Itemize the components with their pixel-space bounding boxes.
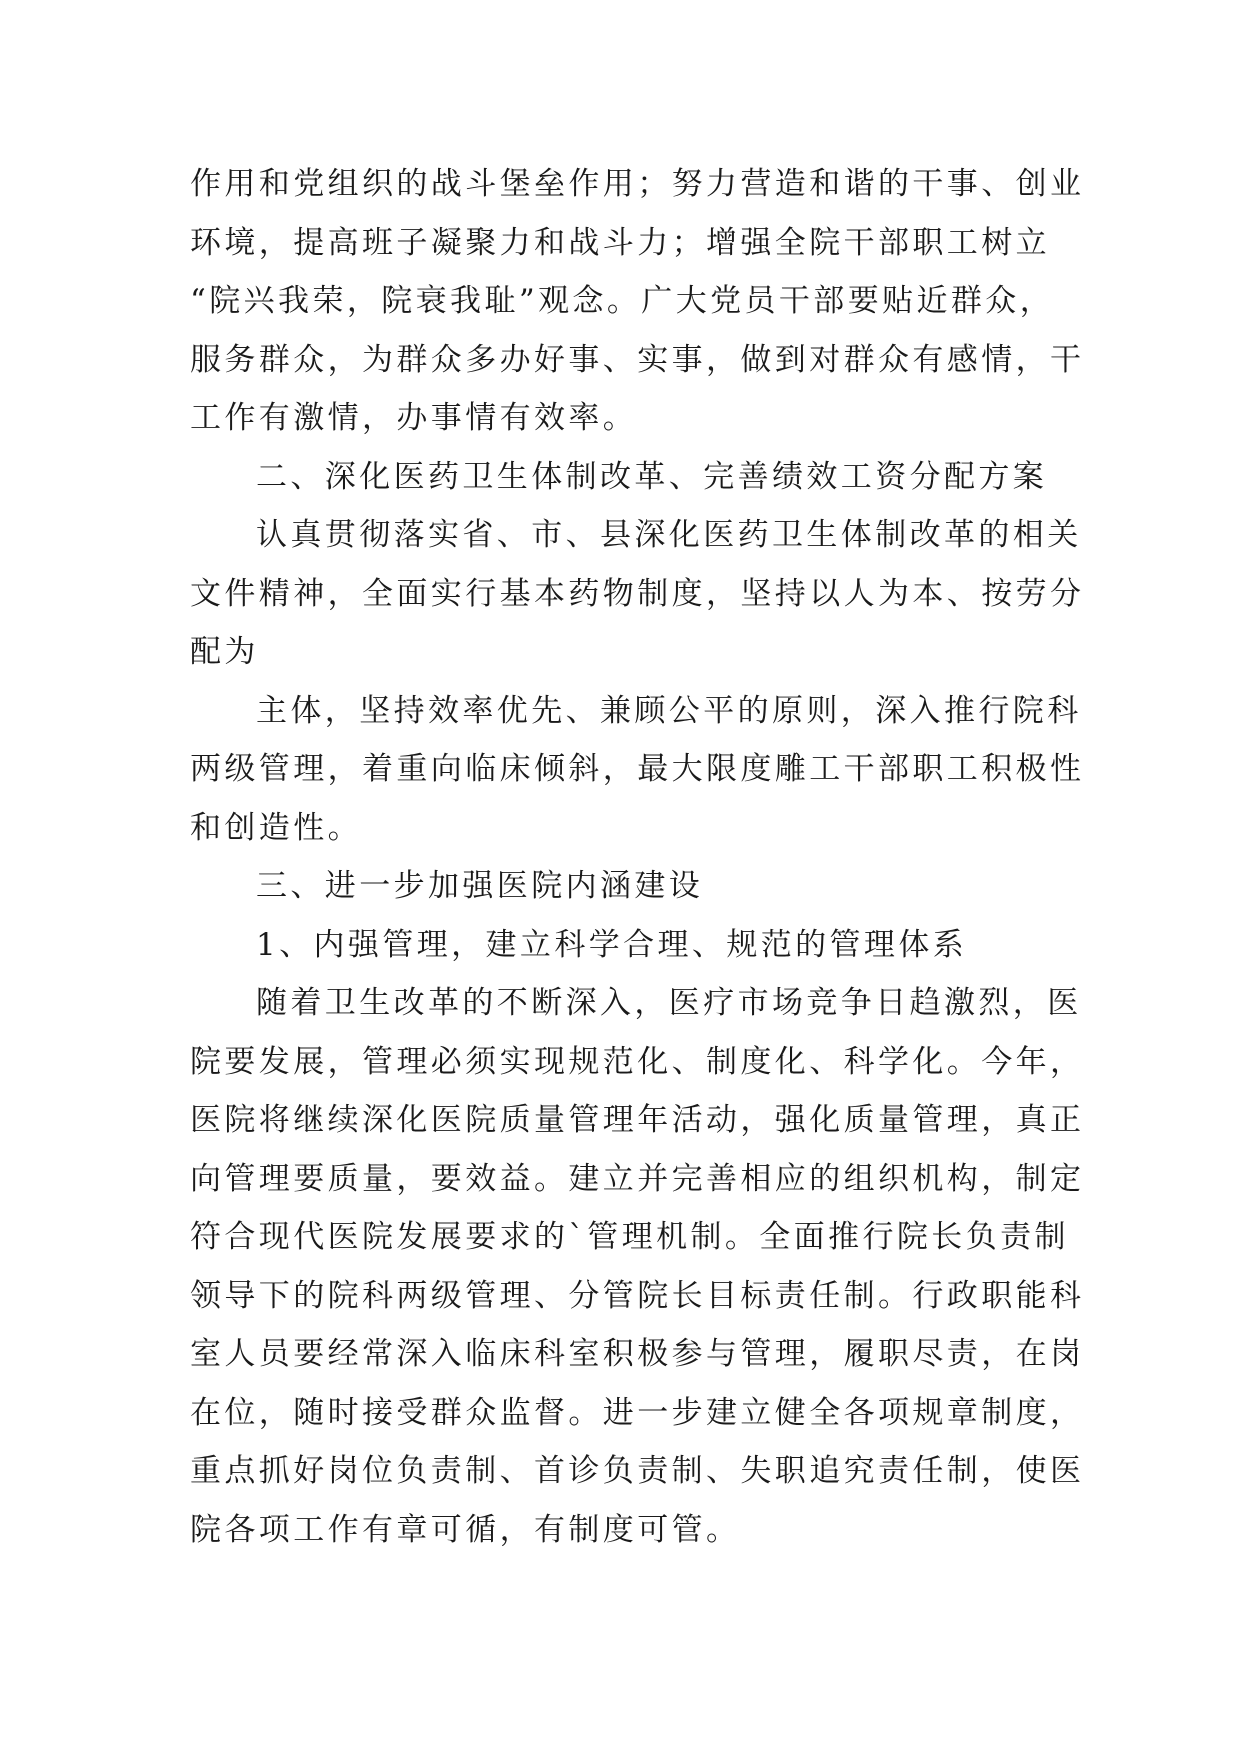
text-line: 在位，随时接受群众监督。进一步建立健全各项规章制度， [190, 1394, 1085, 1431]
text-line: 室人员要经常深入临床科室积极参与管理，履职尽责，在岗 [190, 1336, 1085, 1372]
section-heading: 三、进一步加强医院内涵建设 [256, 868, 704, 904]
text-line: 工作有激情，办事情有效率。 [190, 400, 638, 436]
text-line: 符合现代医院发展要求的`管理机制。全面推行院长负责制 [190, 1219, 1069, 1255]
text-line: 配为 [190, 634, 259, 670]
text-line: 院各项工作有章可循，有制度可管。 [190, 1511, 741, 1548]
text-line: 认真贯彻落实省、市、县深化医药卫生体制改革的相关 [256, 517, 1082, 553]
text-line: 院要发展，管理必须实现规范化、制度化、科学化。今年， [190, 1043, 1085, 1080]
text-line: 随着卫生改革的不断深入，医疗市场竞争日趋激烈，医 [256, 985, 1082, 1021]
text-line: 作用和党组织的战斗堡垒作用；努力营造和谐的干事、创业 [190, 166, 1085, 202]
document-body [190, 155, 1085, 1559]
text-line: 向管理要质量，要效益。建立并完善相应的组织机构，制定 [190, 1160, 1085, 1197]
text-line: 医院将继续深化医院质量管理年活动，强化质量管理，真正 [190, 1102, 1085, 1138]
text-line: 和创造性。 [190, 809, 362, 846]
text-line: 主体，坚持效率优先、兼顾公平的原则，深入推行院科 [256, 692, 1082, 729]
text-line: 文件精神，全面实行基本药物制度，坚持以人为本、按劳分 [190, 575, 1085, 612]
text-line: 服务群众，为群众多办好事、实事，做到对群众有感情，干 [190, 341, 1085, 378]
text-line: “院兴我荣，院衰我耻”观念。广大党员干部要贴近群众， [190, 283, 1055, 319]
text-line: 两级管理，着重向临床倾斜，最大限度雕工干部职工积极性 [190, 751, 1085, 787]
text-line: 领导下的院科两级管理、分管院长目标责任制。行政职能科 [190, 1277, 1085, 1314]
text-line: 环境，提高班子凝聚力和战斗力；增强全院干部职工树立 [190, 224, 1050, 261]
section-heading: 二、深化医药卫生体制改革、完善绩效工资分配方案 [256, 458, 1048, 495]
subsection-heading: 1、内强管理，建立科学合理、规范的管理体系 [256, 926, 968, 963]
text-line: 重点抓好岗位负责制、首诊负责制、失职追究责任制，使医 [190, 1453, 1085, 1489]
